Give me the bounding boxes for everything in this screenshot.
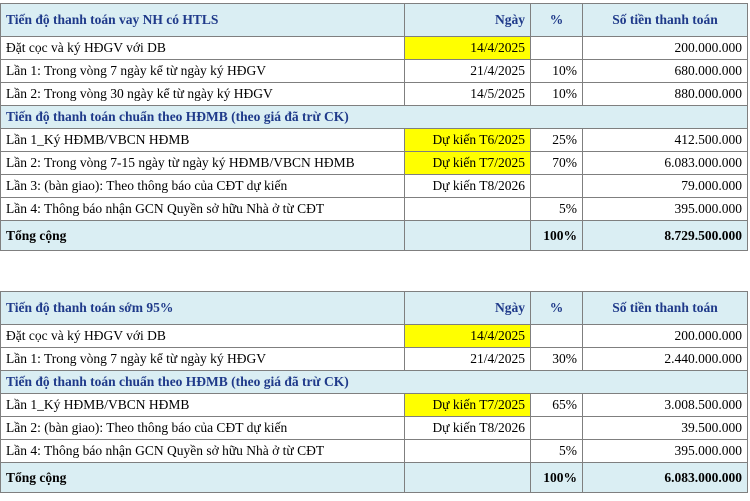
row-amount: 680.000.000 (583, 60, 748, 83)
row-amount: 2.440.000.000 (583, 348, 748, 371)
row-description: Đặt cọc và ký HĐGV với DB (1, 37, 405, 60)
row-percent (531, 37, 583, 60)
table-row (1, 152, 748, 175)
row-date: Dự kiến T8/2026 (405, 175, 531, 198)
section-header-row (1, 106, 748, 129)
row-date: Dự kiến T6/2025 (405, 129, 531, 152)
row-description: Lần 1: Trong vòng 7 ngày kể từ ngày ký HĐGV (1, 348, 405, 371)
row-date: 14/5/2025 (405, 83, 531, 106)
table-row (1, 60, 748, 83)
row-date: 14/4/2025 (405, 37, 531, 60)
table-row (1, 37, 748, 60)
row-amount: 6.083.000.000 (583, 152, 748, 175)
row-percent (531, 417, 583, 440)
table-row (1, 417, 748, 440)
row-date (405, 440, 531, 463)
table-row (1, 325, 748, 348)
row-amount: 395.000.000 (583, 198, 748, 221)
row-description: Lần 2: Trong vòng 7-15 ngày từ ngày ký HĐMB/VBCN HĐMB (1, 152, 405, 175)
row-percent: 10% (531, 83, 583, 106)
row-date (405, 198, 531, 221)
row-percent (531, 325, 583, 348)
row-date: 14/4/2025 (405, 325, 531, 348)
column-header-date: Ngày (405, 292, 531, 325)
row-date: Dự kiến T7/2025 (405, 152, 531, 175)
row-percent: 10% (531, 60, 583, 83)
row-description: Lần 1: Trong vòng 7 ngày kể từ ngày ký HĐGV (1, 60, 405, 83)
row-amount: 412.500.000 (583, 129, 748, 152)
row-description: Lần 2: Trong vòng 30 ngày kể từ ngày ký HĐGV (1, 83, 405, 106)
table-row (1, 83, 748, 106)
column-header-percent: % (531, 292, 583, 325)
total-percent: 100% (531, 221, 583, 251)
row-description: Lần 3: (bàn giao): Theo thông báo của CĐT dự kiến (1, 175, 405, 198)
header-row (1, 4, 748, 37)
payment-schedule-table-loan (0, 3, 748, 251)
row-amount: 200.000.000 (583, 325, 748, 348)
row-percent: 5% (531, 198, 583, 221)
row-percent: 25% (531, 129, 583, 152)
table-row (1, 198, 748, 221)
row-amount: 880.000.000 (583, 83, 748, 106)
section-header-row (1, 371, 748, 394)
column-header-amount: Số tiền thanh toán (583, 292, 748, 325)
total-row (1, 221, 748, 251)
payment-schedule-table-early (0, 291, 748, 493)
row-percent: 70% (531, 152, 583, 175)
row-percent: 30% (531, 348, 583, 371)
row-amount: 79.000.000 (583, 175, 748, 198)
total-percent: 100% (531, 463, 583, 493)
row-description: Lần 1_Ký HĐMB/VBCN HĐMB (1, 394, 405, 417)
table-row (1, 394, 748, 417)
row-description: Đặt cọc và ký HĐGV với DB (1, 325, 405, 348)
total-date (405, 463, 531, 493)
row-date: Dự kiến T7/2025 (405, 394, 531, 417)
total-amount: 8.729.500.000 (583, 221, 748, 251)
column-header-date: Ngày (405, 4, 531, 37)
table-row (1, 440, 748, 463)
table-body (1, 292, 748, 493)
total-label: Tổng cộng (1, 221, 405, 251)
row-description: Lần 1_Ký HĐMB/VBCN HĐMB (1, 129, 405, 152)
row-description: Lần 2: (bàn giao): Theo thông báo của CĐT dự kiến (1, 417, 405, 440)
table-row (1, 175, 748, 198)
total-label: Tổng cộng (1, 463, 405, 493)
row-percent: 65% (531, 394, 583, 417)
total-amount: 6.083.000.000 (583, 463, 748, 493)
row-description: Lần 4: Thông báo nhận GCN Quyền sở hữu Nhà ở từ CĐT (1, 440, 405, 463)
total-row (1, 463, 748, 493)
row-amount: 3.008.500.000 (583, 394, 748, 417)
table-row (1, 348, 748, 371)
row-date: 21/4/2025 (405, 348, 531, 371)
column-header-percent: % (531, 4, 583, 37)
header-row (1, 292, 748, 325)
row-percent: 5% (531, 440, 583, 463)
row-amount: 200.000.000 (583, 37, 748, 60)
column-header-amount: Số tiền thanh toán (583, 4, 748, 37)
row-description: Lần 4: Thông báo nhận GCN Quyền sở hữu Nhà ở từ CĐT (1, 198, 405, 221)
table-body (1, 4, 748, 251)
total-date (405, 221, 531, 251)
row-date: 21/4/2025 (405, 60, 531, 83)
section-title: Tiến độ thanh toán chuẩn theo HĐMB (theo giá đã trừ CK) (1, 371, 748, 394)
row-amount: 39.500.000 (583, 417, 748, 440)
section-title: Tiến độ thanh toán chuẩn theo HĐMB (theo giá đã trừ CK) (1, 106, 748, 129)
row-percent (531, 175, 583, 198)
row-amount: 395.000.000 (583, 440, 748, 463)
table-row (1, 129, 748, 152)
table-title: Tiến độ thanh toán sớm 95% (1, 292, 405, 325)
table-title: Tiến độ thanh toán vay NH có HTLS (1, 4, 405, 37)
row-date: Dự kiến T8/2026 (405, 417, 531, 440)
